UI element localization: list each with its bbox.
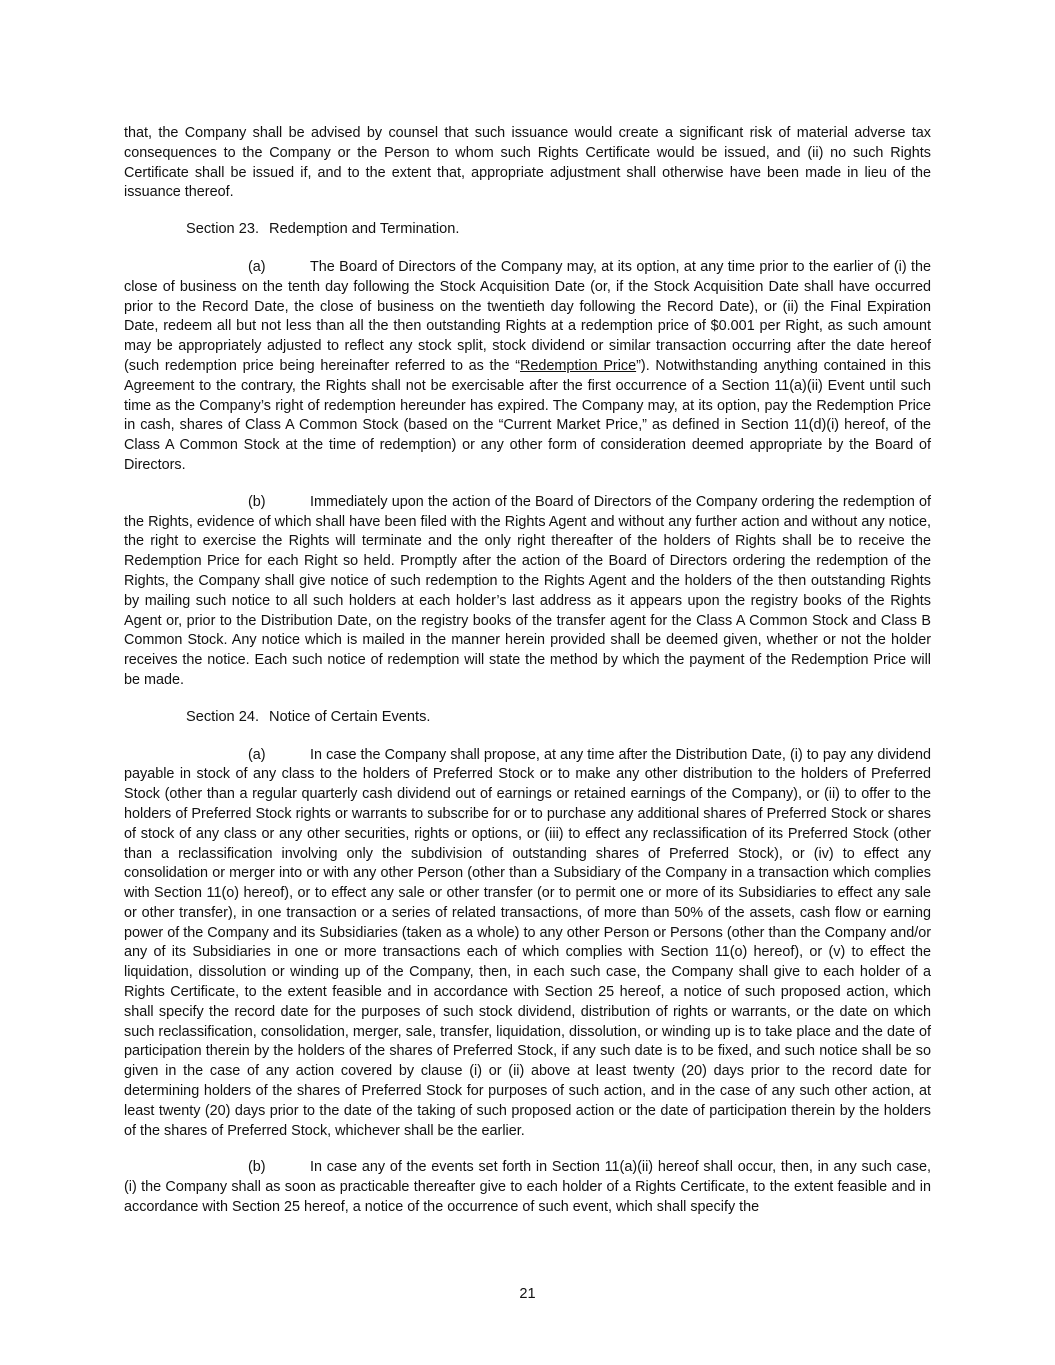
- section-23a-text-after: ”). Notwithstanding anything contained in this Agreement to the contrary, the Rights shall not be exercisable after the first occurrence of a Section 11(a)(ii) Event until such time as the Company’s right of redemption hereunder has expired. The Company may, at its option, pay the Redemption Price in cash, shares of Class A Common Stock (based on the “Current Market Price,” as defined in Section 11(d)(i) hereof, of the Class A Common Stock at the time of redemption) or any other form of consideration deemed appropriate by the Board of Directors.: [124, 357, 931, 473]
- redemption-price-defined-term: Redemption Price: [520, 357, 637, 374]
- section-24b-label: (b): [248, 1159, 266, 1176]
- section-23b-paragraph: [124, 493, 931, 691]
- section-24-title: Notice of Certain Events.: [269, 708, 431, 725]
- section-23a-label: (a): [248, 258, 266, 275]
- section-23b-label: (b): [248, 493, 266, 510]
- section-23-title: Redemption and Termination.: [269, 221, 460, 238]
- section-24-number: Section 24.: [186, 708, 260, 725]
- page-number: 21: [519, 1286, 536, 1302]
- section-23-number: Section 23.: [186, 221, 260, 238]
- section-23a-paragraph: [124, 258, 931, 476]
- document-page: [124, 124, 931, 1218]
- section-23b-text: Immediately upon the action of the Board of Directors of the Company ordering the redemption of the Rights, evidence of which shall have been filed with the Rights Agent and without any further action and without any notice, the right to exercise the Rights will terminate and the only right thereafter of the holders of Rights shall be to receive the Redemption Price for each Right so held. Promptly after the action of the Board of Directors ordering the redemption of the Rights, the Company shall give notice of such redemption to the Rights Agent and the holders of the then outstanding Rights by mailing such notice to all such holders at each holder’s last address as it appears upon the registry books of the Rights Agent or, prior to the Distribution Date, on the registry books of the transfer agent for the Class A Common Stock and Class B Common Stock. Any notice which is mailed in the manner herein provided shall be deemed given, whether or not the holder receives the notice. Each such notice of redemption will state the method by which the payment of the Redemption Price will be made.: [124, 493, 931, 688]
- section-24-heading: [124, 708, 931, 728]
- section-23a-text-before: The Board of Directors of the Company may, at its option, at any time prior to the earlier of (i) the close of business on the tenth day following the Stock Acquisition Date (or, if the Stock Acquisition Date shall have occurred prior to the Record Date, the close of business on the twentieth day following the Record Date), or (ii) the Final Expiration Date, redeem all but not less than all the then outstanding Rights at a redemption price of $0.001 per Right, as such amount may be appropriately adjusted to reflect any stock split, stock dividend or similar transaction occurring after the date hereof (such redemption price being hereinafter referred to as the “: [124, 258, 931, 374]
- section-23-heading: [124, 220, 931, 240]
- section-24a-text: In case the Company shall propose, at any time after the Distribution Date, (i) to pay any dividend payable in stock of any class to the holders of Preferred Stock or to make any other distribution to the holders of Preferred Stock (other than a regular quarterly cash dividend out of earnings or retained earnings of the Company), or (ii) to offer to the holders of Preferred Stock rights or warrants to subscribe for or to purchase any additional shares of Preferred Stock or shares of stock of any class or any other securities, rights or options, or (iii) to effect any reclassification of its Preferred Stock (other than a reclassification involving only the subdivision of outstanding shares of Preferred Stock), or (iv) to effect any consolidation or merger into or with any other Person (other than a Subsidiary of the Company in a transaction which complies with Section 11(o) hereof), or to effect any sale or other transfer (or to permit one or more of its Subsidiaries to effect any sale or other transfer), in one transaction or a series of related transactions, of more than 50% of the assets, cash flow or earning power of the Company and its Subsidiaries (taken as a whole) to any other Person or Persons (other than the Company and/or any of its Subsidiaries in one or more transactions each of which complies with Section 11(o) hereof), or (v) to effect the liquidation, dissolution or winding up of the Company, then, in each such case, the Company shall give to each holder of a Rights Certificate, to the extent feasible and in accordance with Section 25 hereof, a notice of such proposed action, which shall specify the record date for the purposes of such stock dividend, distribution of rights or warrants, or the date on which such reclassification, consolidation, merger, sale, transfer, liquidation, dissolution, or winding up is to take place and the date of participation therein by the holders of the shares of Preferred Stock, if any such date is to be fixed, and such notice shall be so given in the case of any action covered by clause (i) or (ii) above at least twenty (20) days prior to the record date for determining holders of the shares of Preferred Stock for purposes of such action, and in the case of any such other action, at least twenty (20) days prior to the date of the taking of such proposed action or the date of participation therein by the holders of the shares of Preferred Stock, whichever shall be the earlier.: [124, 746, 931, 1139]
- section-24a-paragraph: [124, 746, 931, 1142]
- continuation-paragraph: that, the Company shall be advised by counsel that such issuance would create a significant risk of material adverse tax consequences to the Company or the Person to whom such Rights Certificate would be issued, and (ii) no such Rights Certificate shall be issued if, and to the extent that, appropriate adjustment shall otherwise have been made in lieu of the issuance thereof.: [124, 125, 931, 201]
- section-24b-text: In case any of the events set forth in Section 11(a)(ii) hereof shall occur, then, in any such case, (i) the Company shall as soon as practicable thereafter give to each holder of a Rights Certificate, to the extent feasible and in accordance with Section 25 hereof, a notice of the occurrence of such event, which shall specify the: [124, 1159, 931, 1216]
- section-24a-label: (a): [248, 746, 266, 763]
- section-24b-paragraph: [124, 1158, 931, 1217]
